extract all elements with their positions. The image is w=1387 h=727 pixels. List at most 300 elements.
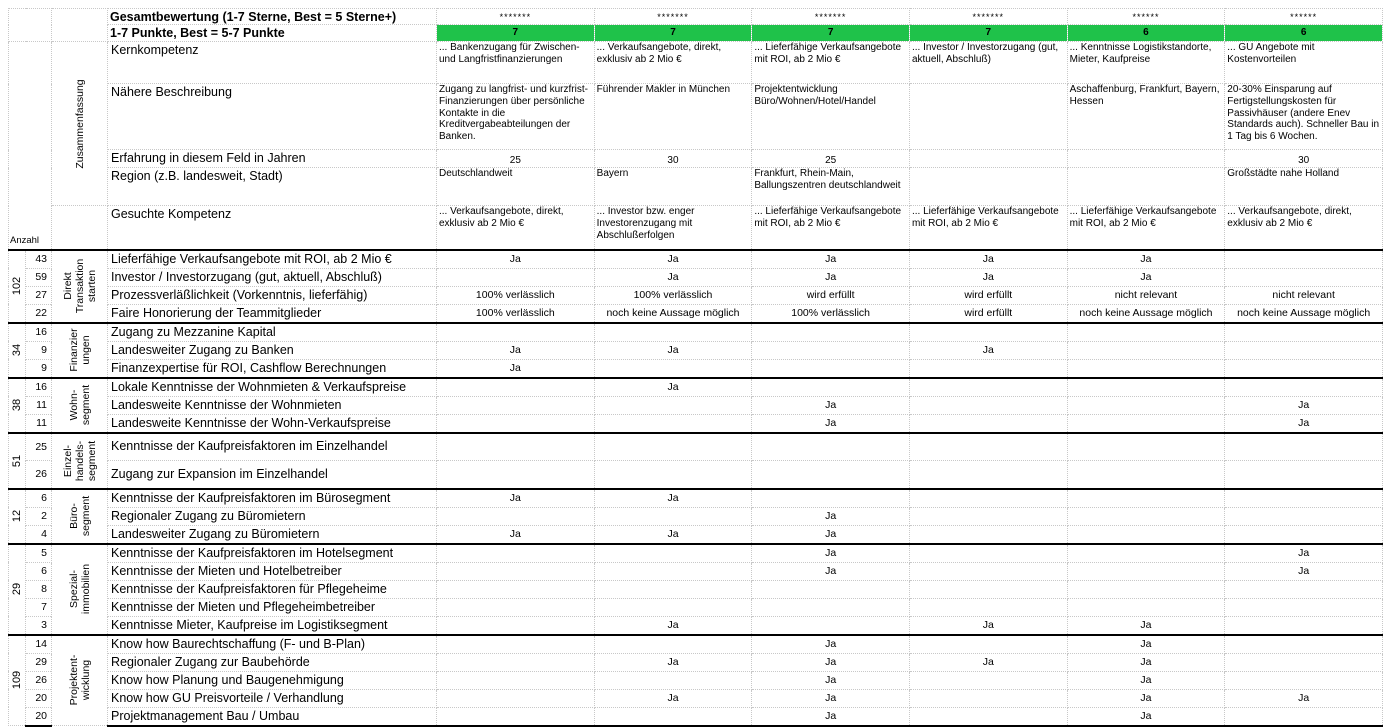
rating-cell (752, 323, 910, 342)
row-count: 8 (26, 580, 52, 598)
criterion-label: Regionaler Zugang zur Baubehörde (108, 653, 437, 671)
rating-cell (594, 461, 752, 489)
criterion-label: Know how Baurechtschaffung (F- und B-Plan) (108, 635, 437, 654)
rating-cell: wird erfüllt (752, 286, 910, 304)
table-row (9, 507, 1383, 525)
table-row (9, 341, 1383, 359)
rating-cell (437, 544, 595, 563)
criterion-label: Prozessverläßlichkeit (Vorkenntnis, lieferfähig) (108, 286, 437, 304)
section-total-value: 12 (11, 509, 23, 523)
rating-cell (1067, 525, 1225, 544)
section-label (52, 544, 108, 635)
row-count: 7 (26, 598, 52, 616)
rating-cell: Ja (752, 671, 910, 689)
rating-cell (1225, 635, 1383, 654)
criterion-label: Zugang zu Mezzanine Kapital (108, 323, 437, 342)
section-total (9, 378, 26, 433)
criterion-label: Landesweiter Zugang zu Banken (108, 341, 437, 359)
section-category-label: Büro- segment (67, 495, 92, 537)
summary-cell: Führender Makler in München (594, 84, 752, 150)
row-count: 2 (26, 507, 52, 525)
table-row (9, 707, 1383, 726)
section-total-value: 38 (11, 398, 23, 412)
section-total (9, 635, 26, 726)
group-label-empty (52, 206, 108, 250)
rating-cell: wird erfüllt (909, 286, 1067, 304)
rating-cell: Ja (752, 507, 910, 525)
rating-cell (909, 461, 1067, 489)
criterion-label: Kenntnisse der Kaufpreisfaktoren im Einzelhandel (108, 433, 437, 461)
row-count: 29 (26, 653, 52, 671)
summary-cell (1067, 168, 1225, 206)
rating-cell (752, 433, 910, 461)
criterion-label: Landesweite Kenntnisse der Wohnmieten (108, 396, 437, 414)
summary-cell: ... Investor bzw. enger Investorenzugang mit Abschlußerfolgen (594, 206, 752, 250)
points-badge: 6 (1067, 25, 1225, 42)
points-badge: 6 (1225, 25, 1383, 42)
rating-cell (594, 396, 752, 414)
summary-cell: ... Lieferfähige Verkaufsangebote mit ROI, ab 2 Mio € (909, 206, 1067, 250)
rating-cell: Ja (437, 341, 595, 359)
summary-cell: ... Kenntnisse Logistikstandorte, Mieter, Kaufpreise (1067, 42, 1225, 84)
rating-cell (437, 268, 595, 286)
row-count: 9 (26, 341, 52, 359)
summary-cell: ... Lieferfähige Verkaufsangebote mit ROI, ab 2 Mio € (1067, 206, 1225, 250)
rating-cell: Ja (752, 268, 910, 286)
table-row (9, 635, 1383, 654)
row-count: 4 (26, 525, 52, 544)
rating-cell (909, 489, 1067, 508)
summary-cell: ... Bankenzugang für Zwischen- und Langfristfinanzierungen (437, 42, 595, 84)
summary-cell: Frankfurt, Rhein-Main, Ballungszentren deutschlandweit (752, 168, 910, 206)
rating-cell (909, 580, 1067, 598)
rating-cell (1225, 268, 1383, 286)
punkte-label: 1-7 Punkte, Best = 5-7 Punkte (108, 25, 437, 42)
section-label (52, 433, 108, 489)
summary-cell: 20-30% Einsparung auf Fertigstellungskosten für Passivhäuser (andere Enev Standards auch). Schneller Bau in 1 Tag bis 6 Wochen. (1225, 84, 1383, 150)
rating-cell (909, 707, 1067, 726)
rating-cell: Ja (1225, 689, 1383, 707)
rating-cell (909, 396, 1067, 414)
table-row (9, 580, 1383, 598)
row-count: 11 (26, 396, 52, 414)
rating-cell (1225, 598, 1383, 616)
rating-cell: 100% verlässlich (594, 286, 752, 304)
summary-cell: 25 (437, 150, 595, 168)
rating-cell (909, 635, 1067, 654)
criterion-label: Faire Honorierung der Teammitglieder (108, 304, 437, 323)
table-row (9, 414, 1383, 433)
rating-cell: Ja (594, 653, 752, 671)
rating-cell (1067, 396, 1225, 414)
rating-cell (1067, 562, 1225, 580)
summary-cell (909, 84, 1067, 150)
rotated-label: Zusammenfassung (73, 78, 86, 169)
rating-cell (1225, 653, 1383, 671)
row-count: 25 (26, 433, 52, 461)
rating-cell (1225, 525, 1383, 544)
rating-cell (437, 378, 595, 397)
row-count: 11 (26, 414, 52, 433)
criterion-label: Kenntnisse der Kaufpreisfaktoren im Hotelsegment (108, 544, 437, 563)
rating-cell (437, 580, 595, 598)
criterion-label: Kenntnisse Mieter, Kaufpreise im Logistiksegment (108, 616, 437, 635)
rating-cell (1225, 461, 1383, 489)
rating-cell (909, 378, 1067, 397)
rating-cell (437, 461, 595, 489)
rating-cell (909, 562, 1067, 580)
anzahl-header: Anzahl (9, 42, 52, 250)
star-rating: ****** (1067, 9, 1225, 25)
row-count: 16 (26, 323, 52, 342)
table-row (9, 671, 1383, 689)
rating-cell (752, 580, 910, 598)
table-row (9, 323, 1383, 342)
rating-cell (594, 580, 752, 598)
points-badge: 7 (594, 25, 752, 42)
row-count: 16 (26, 378, 52, 397)
rating-cell: Ja (752, 525, 910, 544)
criterion-label: Know how GU Preisvorteile / Verhandlung (108, 689, 437, 707)
rating-cell (594, 507, 752, 525)
rating-cell: Ja (594, 616, 752, 635)
section-total-value: 109 (11, 671, 23, 690)
points-badge: 7 (437, 25, 595, 42)
rating-cell (437, 598, 595, 616)
rating-cell: wird erfüllt (909, 304, 1067, 323)
table-row (9, 9, 1383, 25)
rating-cell (437, 689, 595, 707)
rating-cell: Ja (437, 359, 595, 378)
rating-cell: Ja (909, 268, 1067, 286)
rating-cell: Ja (1067, 707, 1225, 726)
rating-cell (909, 359, 1067, 378)
corner-cell-2 (52, 9, 108, 42)
group-label-zusammenfassung (52, 42, 108, 206)
rating-cell: Ja (752, 544, 910, 563)
rating-cell: nicht relevant (1067, 286, 1225, 304)
rating-cell (1067, 378, 1225, 397)
row-count: 20 (26, 689, 52, 707)
rating-cell: Ja (752, 414, 910, 433)
criterion-label: Kenntnisse der Mieten und Pflegeheimbetreiber (108, 598, 437, 616)
rating-cell (1067, 489, 1225, 508)
section-category-label: Einzel- handels- segment (61, 440, 98, 481)
summary-label: Erfahrung in diesem Feld in Jahren (108, 150, 437, 168)
table-row (9, 42, 1383, 84)
row-count: 9 (26, 359, 52, 378)
row-count: 3 (26, 616, 52, 635)
summary-cell: Deutschlandweit (437, 168, 595, 206)
row-count: 20 (26, 707, 52, 726)
rating-cell: Ja (1067, 653, 1225, 671)
row-count: 26 (26, 671, 52, 689)
summary-cell: Aschaffenburg, Frankfurt, Bayern, Hessen (1067, 84, 1225, 150)
rating-cell: Ja (1067, 689, 1225, 707)
row-count: 5 (26, 544, 52, 563)
criterion-label: Kenntnisse der Mieten und Hotelbetreiber (108, 562, 437, 580)
rating-cell: Ja (1225, 562, 1383, 580)
rating-cell: Ja (1067, 250, 1225, 269)
rating-cell (1225, 250, 1383, 269)
rating-cell (594, 562, 752, 580)
section-category-label: Projektent- wicklung (67, 654, 92, 706)
section-total (9, 323, 26, 378)
rating-cell: Ja (909, 341, 1067, 359)
rating-cell (594, 414, 752, 433)
rating-cell (594, 598, 752, 616)
criterion-label: Know how Planung und Baugenehmigung (108, 671, 437, 689)
rating-cell: 100% verlässlich (752, 304, 910, 323)
rating-cell: Ja (752, 250, 910, 269)
section-total (9, 433, 26, 489)
rating-cell: Ja (752, 396, 910, 414)
rating-cell: Ja (594, 489, 752, 508)
criterion-label: Kenntnisse der Kaufpreisfaktoren für Pflegeheime (108, 580, 437, 598)
rating-cell: Ja (909, 616, 1067, 635)
summary-cell: ... Lieferfähige Verkaufsangebote mit ROI, ab 2 Mio € (752, 42, 910, 84)
rating-cell: Ja (594, 525, 752, 544)
table-row (9, 304, 1383, 323)
section-total-value: 29 (11, 582, 23, 596)
table-row (9, 359, 1383, 378)
table-row (9, 378, 1383, 397)
rating-cell (437, 433, 595, 461)
star-rating: ******* (437, 9, 595, 25)
competence-matrix-table (8, 8, 1383, 727)
table-row (9, 84, 1383, 150)
rating-cell (1067, 598, 1225, 616)
summary-cell: 30 (1225, 150, 1383, 168)
section-total-value: 102 (11, 276, 23, 296)
section-total (9, 250, 26, 323)
rating-cell (594, 359, 752, 378)
rating-cell (437, 507, 595, 525)
table-row (9, 489, 1383, 508)
star-rating: ******* (752, 9, 910, 25)
summary-label: Kernkompetenz (108, 42, 437, 84)
gesamtbewertung-label: Gesamtbewertung (1-7 Sterne, Best = 5 Sterne+) (108, 9, 437, 25)
rating-cell (909, 507, 1067, 525)
rating-cell (1067, 359, 1225, 378)
section-total-value: 34 (11, 343, 23, 357)
rating-cell (752, 461, 910, 489)
rating-cell: 100% verlässlich (437, 286, 595, 304)
rating-cell: Ja (437, 489, 595, 508)
row-count: 22 (26, 304, 52, 323)
rating-cell (909, 544, 1067, 563)
criterion-label: Investor / Investorzugang (gut, aktuell, Abschluß) (108, 268, 437, 286)
table-row (9, 150, 1383, 168)
section-category-label: Finanzier ungen (67, 328, 92, 372)
rating-cell (1225, 580, 1383, 598)
table-row (9, 250, 1383, 269)
criterion-label: Regionaler Zugang zu Büromietern (108, 507, 437, 525)
rating-cell (594, 433, 752, 461)
gesuchte-kompetenz-label: Gesuchte Kompetenz (108, 206, 437, 250)
table-row (9, 168, 1383, 206)
rating-cell: Ja (1067, 671, 1225, 689)
rating-cell (437, 562, 595, 580)
rating-cell: Ja (752, 635, 910, 654)
summary-cell: Zugang zu langfrist- und kurzfrist-Finanzierungen über persönliche Kontakte in die Kreditvergabeabteilungen der Banken. (437, 84, 595, 150)
row-count: 26 (26, 461, 52, 489)
rating-cell (1067, 507, 1225, 525)
rating-cell: Ja (437, 250, 595, 269)
rating-cell (437, 653, 595, 671)
rating-cell: Ja (1225, 544, 1383, 563)
criterion-label: Landesweiter Zugang zu Büromietern (108, 525, 437, 544)
rating-cell: Ja (752, 562, 910, 580)
rating-cell (1067, 580, 1225, 598)
rating-cell (1067, 433, 1225, 461)
rating-cell: noch keine Aussage möglich (1225, 304, 1383, 323)
row-count: 59 (26, 268, 52, 286)
rating-cell: Ja (752, 653, 910, 671)
rating-cell: noch keine Aussage möglich (1067, 304, 1225, 323)
rating-cell (1225, 671, 1383, 689)
summary-cell: ... Verkaufsangebote, direkt, exklusiv ab 2 Mio € (594, 42, 752, 84)
criterion-label: Lieferfähige Verkaufsangebote mit ROI, ab 2 Mio € (108, 250, 437, 269)
table-row (9, 396, 1383, 414)
rating-cell (1225, 707, 1383, 726)
summary-cell (1067, 150, 1225, 168)
rating-cell (909, 689, 1067, 707)
rating-cell (1067, 461, 1225, 489)
rating-cell: Ja (594, 268, 752, 286)
rating-cell (1067, 323, 1225, 342)
row-count: 27 (26, 286, 52, 304)
section-total (9, 489, 26, 544)
rating-cell (1225, 323, 1383, 342)
row-count: 14 (26, 635, 52, 654)
summary-label: Nähere Beschreibung (108, 84, 437, 150)
rating-cell (909, 671, 1067, 689)
rating-cell (752, 616, 910, 635)
rating-cell: Ja (752, 707, 910, 726)
summary-cell: Großstädte nahe Holland (1225, 168, 1383, 206)
rating-cell: Ja (594, 689, 752, 707)
rating-cell (1225, 378, 1383, 397)
rating-cell (909, 323, 1067, 342)
rating-cell (1225, 341, 1383, 359)
section-total-value: 51 (11, 454, 23, 467)
star-rating: ******* (594, 9, 752, 25)
table-row (9, 562, 1383, 580)
section-category-label: Direkt Transaktion starten (61, 258, 98, 314)
rating-cell (594, 323, 752, 342)
rating-cell (752, 489, 910, 508)
summary-cell: ... Lieferfähige Verkaufsangebote mit ROI, ab 2 Mio € (752, 206, 910, 250)
rating-cell (909, 525, 1067, 544)
rating-cell (1067, 414, 1225, 433)
rating-cell: Ja (1067, 268, 1225, 286)
rating-cell (1225, 616, 1383, 635)
criterion-label: Landesweite Kenntnisse der Wohn-Verkaufspreise (108, 414, 437, 433)
criterion-label: Lokale Kenntnisse der Wohnmieten & Verkaufspreise (108, 378, 437, 397)
summary-cell: ... Verkaufsangebote, direkt, exklusiv ab 2 Mio € (1225, 206, 1383, 250)
summary-cell: Projektentwicklung Büro/Wohnen/Hotel/Handel (752, 84, 910, 150)
summary-cell (909, 150, 1067, 168)
rating-cell (909, 433, 1067, 461)
rating-cell (594, 671, 752, 689)
table-row (9, 689, 1383, 707)
rating-cell (752, 378, 910, 397)
points-badge: 7 (752, 25, 910, 42)
section-label (52, 250, 108, 323)
row-count: 6 (26, 562, 52, 580)
criterion-label: Zugang zur Expansion im Einzelhandel (108, 461, 437, 489)
table-row (9, 433, 1383, 461)
section-label (52, 323, 108, 378)
table-row (9, 25, 1383, 42)
rating-cell (909, 414, 1067, 433)
rating-cell (1067, 341, 1225, 359)
rating-cell: Ja (594, 378, 752, 397)
rating-cell (1225, 433, 1383, 461)
rating-cell (1225, 489, 1383, 508)
table-row (9, 616, 1383, 635)
rating-cell: Ja (437, 525, 595, 544)
rating-cell (437, 616, 595, 635)
rating-cell (437, 414, 595, 433)
rating-cell: Ja (594, 250, 752, 269)
criterion-label: Kenntnisse der Kaufpreisfaktoren im Bürosegment (108, 489, 437, 508)
rating-cell: Ja (909, 653, 1067, 671)
rating-cell (594, 635, 752, 654)
table-row (9, 286, 1383, 304)
table-row (9, 461, 1383, 489)
rating-cell: 100% verlässlich (437, 304, 595, 323)
summary-label: Region (z.B. landesweit, Stadt) (108, 168, 437, 206)
row-count: 6 (26, 489, 52, 508)
rating-cell (594, 544, 752, 563)
summary-cell (909, 168, 1067, 206)
row-count: 43 (26, 250, 52, 269)
section-label (52, 378, 108, 433)
summary-cell: ... Investor / Investorzugang (gut, aktuell, Abschluß) (909, 42, 1067, 84)
criterion-label: Projektmanagement Bau / Umbau (108, 707, 437, 726)
rating-cell (909, 598, 1067, 616)
summary-cell: ... GU Angebote mit Kostenvorteilen (1225, 42, 1383, 84)
rating-cell (437, 707, 595, 726)
table-row (9, 268, 1383, 286)
section-category-label: Spezial- immobilien (67, 563, 92, 615)
rating-cell (1225, 507, 1383, 525)
criterion-label: Finanzexpertise für ROI, Cashflow Berechnungen (108, 359, 437, 378)
section-label (52, 489, 108, 544)
table-row (9, 544, 1383, 563)
rating-cell (437, 323, 595, 342)
rating-cell (752, 598, 910, 616)
section-label (52, 635, 108, 726)
table-row (9, 598, 1383, 616)
summary-cell: 30 (594, 150, 752, 168)
summary-cell: 25 (752, 150, 910, 168)
table-row (9, 206, 1383, 250)
rating-cell: Ja (909, 250, 1067, 269)
star-rating: ******* (909, 9, 1067, 25)
rating-cell (1225, 359, 1383, 378)
rating-cell: Ja (1225, 396, 1383, 414)
rating-cell (437, 396, 595, 414)
rating-cell (437, 671, 595, 689)
rating-cell (752, 359, 910, 378)
points-badge: 7 (909, 25, 1067, 42)
section-total (9, 544, 26, 635)
summary-cell: ... Verkaufsangebote, direkt, exklusiv ab 2 Mio € (437, 206, 595, 250)
rating-cell (437, 635, 595, 654)
